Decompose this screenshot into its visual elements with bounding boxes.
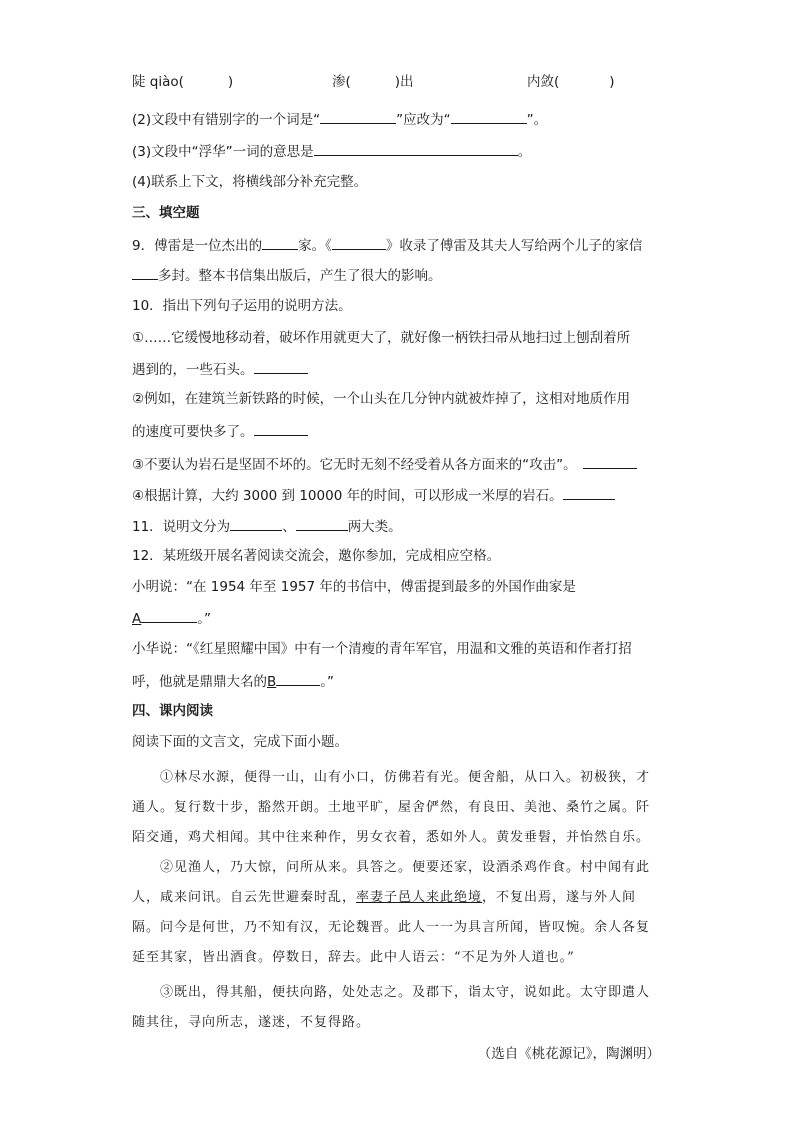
q9-line-2 bbox=[132, 264, 442, 286]
q9-blank-1[interactable] bbox=[262, 234, 298, 250]
q12-blank-b[interactable] bbox=[276, 670, 320, 686]
q12-xiaohua-line-1: 小华说：“《红星照耀中国》中有一个清瘦的青年军官，用温和文雅的英语和作者打招 bbox=[132, 641, 632, 657]
pinyin-a-close: ) bbox=[227, 74, 234, 90]
pinyin-row bbox=[132, 72, 233, 92]
q8-sub3-blank[interactable] bbox=[314, 140, 518, 156]
q11-text-b: 两大类。 bbox=[347, 519, 402, 535]
passage-p2-line-2-a: 人，咸来问讯。自云先世避秦时乱， bbox=[132, 890, 357, 905]
pinyin-c bbox=[527, 72, 615, 92]
pinyin-a: 陡 qiào( bbox=[132, 74, 184, 90]
q9-text-a: 9．傅雷是一位杰出的 bbox=[132, 238, 263, 254]
q12-mark-b: B bbox=[267, 674, 277, 690]
q10-s4-blank[interactable] bbox=[563, 484, 615, 500]
q12-xiaohua-end: 。” bbox=[320, 674, 335, 690]
q11-sep: 、 bbox=[282, 519, 296, 535]
reading-intro: 阅读下面的文言文，完成下面小题。 bbox=[132, 734, 348, 750]
section-4-title: 四、课内阅读 bbox=[132, 703, 213, 719]
pinyin-b bbox=[332, 72, 414, 92]
q9-blank-2[interactable] bbox=[332, 234, 386, 250]
q8-sub2-end: ”。 bbox=[526, 112, 548, 128]
q11 bbox=[132, 515, 402, 537]
q10-s1-line-2 bbox=[132, 358, 308, 380]
q12-blank-a[interactable] bbox=[141, 607, 197, 623]
q8-sub2-mid: ”应改为“ bbox=[396, 112, 451, 128]
q8-sub3-text: (3)文段中“浮华”一词的意思是 bbox=[132, 144, 314, 160]
q10-s1-text: 遇到的，一些石头。 bbox=[132, 362, 254, 378]
q9-text-b: 家。《 bbox=[298, 238, 332, 254]
passage-p2-line-3: 隔。问今是何世，乃不知有汉，无论魏晋。此人一一为具言所闻，皆叹惋。余人各复 bbox=[132, 920, 651, 935]
pinyin-c-close: ) bbox=[609, 74, 615, 90]
passage-p2-line-2-b: ，不复出焉，遂与外人间 bbox=[482, 890, 637, 905]
q10-s4-text: ④根据计算，大约 3000 到 10000 年的时间，可以形成一米厚的岩石。 bbox=[132, 488, 563, 504]
q10-s2-text: 的速度可要快多了。 bbox=[132, 424, 254, 440]
q12-xiaoming-end: 。” bbox=[197, 611, 211, 627]
q8-sub2-blank-2[interactable] bbox=[451, 108, 527, 124]
q11-blank-2[interactable] bbox=[296, 515, 348, 531]
q10-s3-blank[interactable] bbox=[583, 453, 637, 469]
q11-blank-1[interactable] bbox=[230, 515, 282, 531]
passage-p2-line-4: 延至其家，皆出酒食。停数日，辞去。此中人语云：“不足为外人道也。” bbox=[132, 950, 575, 965]
passage-source: （选自《桃花源记》，陶渊明） bbox=[477, 1046, 660, 1062]
passage-p3-line-2: 随其往，寻向所志，遂迷，不复得路。 bbox=[132, 1015, 371, 1030]
q10-s3 bbox=[132, 453, 637, 475]
q9-blank-3[interactable] bbox=[132, 264, 158, 280]
q8-sub2 bbox=[132, 108, 547, 130]
q10-s2-blank[interactable] bbox=[254, 420, 308, 436]
passage-p1-line-3: 陌交通，鸡犬相闻。其中往来种作，男女衣着，悉如外人。黄发垂髫，并怡然自乐。 bbox=[132, 830, 651, 845]
q9-text-c: 》收录了傅雷及其夫人写给两个儿子的家信 bbox=[385, 238, 643, 254]
pinyin-c-label: 内敛( bbox=[527, 74, 560, 90]
q10-title: 10．指出下列句子运用的说明方法。 bbox=[132, 298, 352, 314]
q10-s2-line-1: ②例如，在建筑兰新铁路的时候，一个山头在几分钟内就被炸掉了，这相对地质作用 bbox=[132, 391, 631, 407]
q10-s4 bbox=[132, 484, 615, 506]
q10-s2-line-2 bbox=[132, 420, 308, 442]
passage-p2-line-2 bbox=[132, 888, 636, 908]
q9-line-1 bbox=[132, 234, 642, 256]
pinyin-b-close: )出 bbox=[394, 74, 414, 90]
q8-sub4: (4)联系上下文，将横线部分补充完整。 bbox=[132, 174, 368, 190]
q12-xiaoming-line-2 bbox=[132, 607, 211, 629]
q8-sub2-text: (2)文段中有错别字的一个词是“ bbox=[132, 112, 321, 128]
q12-xiaoming-line-1: 小明说：“在 1954 年至 1957 年的书信中，傅雷提到最多的外国作曲家是 bbox=[132, 579, 576, 595]
pinyin-b-label: 渗( bbox=[332, 74, 351, 90]
passage-p2-line-1: ②见渔人，乃大惊，问所从来。具答之。便要还家，设酒杀鸡作食。村中闻有此 bbox=[160, 860, 651, 875]
passage-p1-line-2: 通人。复行数十步，豁然开朗。土地平旷，屋舍俨然，有良田、美池、桑竹之属。阡 bbox=[132, 800, 651, 815]
q8-sub3-end: 。 bbox=[517, 144, 532, 160]
q11-text-a: 11．说明文分为 bbox=[132, 519, 231, 535]
q12-title: 12．某班级开展名著阅读交流会，邀你参加，完成相应空格。 bbox=[132, 548, 501, 564]
q12-xiaohua-text: 呼，他就是鼎鼎大名的 bbox=[132, 674, 267, 690]
passage-p3-line-1: ③既出，得其船，便扶向路，处处志之。及郡下，诣太守，说如此。太守即遣人 bbox=[160, 985, 651, 1000]
section-3-title: 三、填空题 bbox=[132, 205, 200, 221]
q8-sub2-blank-1[interactable] bbox=[320, 108, 396, 124]
passage-p1-line-1: ①林尽水源，便得一山，山有小口，仿佛若有光。便舍船，从口入。初极狭，才 bbox=[160, 770, 651, 785]
q10-s1-line-1: ①……它缓慢地移动着，破坏作用就更大了，就好像一柄铁扫帚从地扫过上刨刮着所 bbox=[132, 330, 631, 346]
q10-s1-blank[interactable] bbox=[254, 358, 308, 374]
q10-s3-text: ③不要认为岩石是坚固不坏的。它无时无刻不经受着从各方面来的“攻击”。 bbox=[132, 457, 577, 473]
q12-xiaohua-line-2 bbox=[132, 670, 334, 692]
passage-underlined-sentence: 率妻子邑人来此绝境 bbox=[356, 890, 483, 905]
q8-sub3 bbox=[132, 140, 531, 162]
q12-mark-a: A bbox=[132, 611, 142, 627]
q9-text-d: 多封。整本书信集出版后，产生了很大的影响。 bbox=[158, 268, 442, 284]
